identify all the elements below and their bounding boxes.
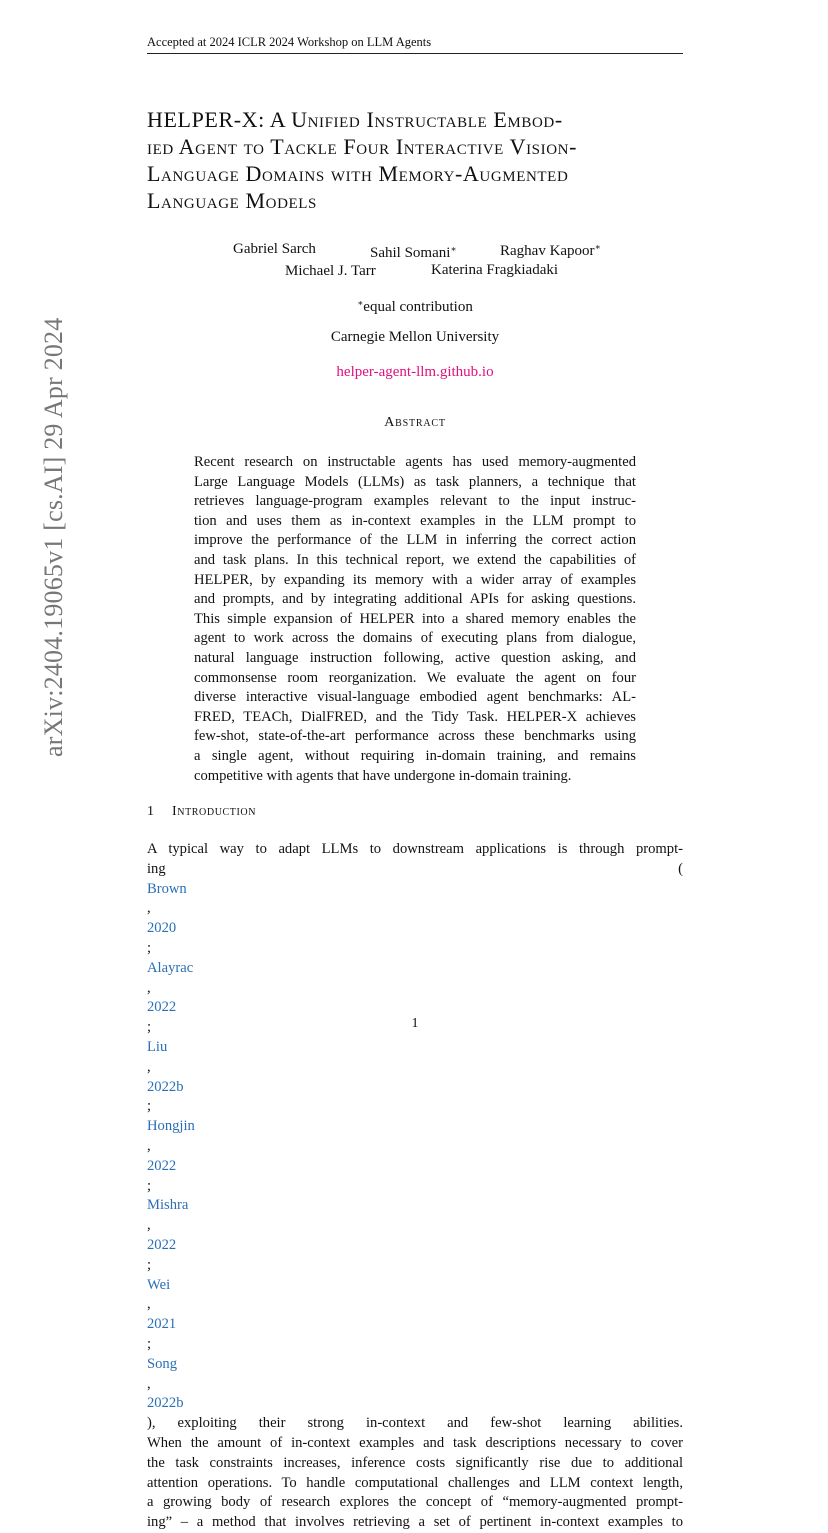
- abstract-line: few-shot, state-of-the-art performance across these benchmarks using: [194, 728, 636, 745]
- text-fragment: ,: [147, 979, 151, 996]
- abstract-line: improve the performance of the LLM in inferring the correct action: [194, 532, 636, 549]
- intro-line: the task constraints increases, inference costs significantly rise due to additional: [147, 1454, 683, 1471]
- intro-line-citations: [147, 860, 683, 1315]
- intro-line-citations: [147, 1315, 683, 1434]
- text-fragment: ;: [147, 1335, 152, 1352]
- citation-link[interactable]: 2020: [147, 920, 177, 937]
- abstract-line: and task plans. In this technical report, we extend the capabilities of: [194, 551, 636, 568]
- abstract-line: natural language instruction following, active question asking, and: [194, 649, 636, 666]
- abstract-heading: Abstract: [384, 415, 446, 430]
- abstract-line: This simple expansion of HELPER into a shared memory enables the: [194, 610, 636, 627]
- title-line: HELPER-X: A Unified Instructable Embod-: [147, 107, 563, 132]
- citation-link[interactable]: 2022: [147, 1236, 177, 1253]
- abstract-line: HELPER, by expanding its memory with a wider array of examples: [194, 571, 636, 588]
- abstract-line: a single agent, without requiring in-domain training, and remains: [194, 747, 636, 764]
- author-name: Michael J. Tarr: [285, 263, 376, 279]
- text-fragment: ;: [147, 1098, 152, 1115]
- citation-link[interactable]: Wei: [147, 1276, 171, 1293]
- intro-line: a growing body of research explores the concept of “memory-augmented prompt-: [147, 1494, 683, 1511]
- equal-contribution-mark: ∗: [450, 244, 457, 254]
- text-fragment: ,: [147, 1137, 151, 1154]
- citation-link[interactable]: Alayrac: [147, 959, 194, 976]
- abstract-line: competitive with agents that have undergone in-domain training.: [194, 767, 572, 784]
- citation-link[interactable]: 2022: [147, 1157, 177, 1174]
- author-name: Gabriel Sarch: [233, 241, 316, 257]
- equal-contribution-text: equal contribution: [363, 299, 473, 315]
- text-fragment: ;: [147, 1177, 152, 1194]
- citation-link[interactable]: Mishra: [147, 1197, 189, 1214]
- section-title: Introduction: [172, 804, 257, 819]
- citation-link[interactable]: 2022b: [147, 1395, 184, 1412]
- intro-line: ing” – a method that involves retrieving a set of pertinent in-context examples to: [147, 1514, 683, 1531]
- citation-link[interactable]: 2021: [147, 1316, 177, 1333]
- abstract-line: and prompts, and by integrating additional APIs for asking questions.: [194, 591, 636, 608]
- text-fragment: ;: [147, 939, 152, 956]
- abstract-line: agent to work across the domains of executing plans from dialogue,: [194, 630, 636, 647]
- author-sahil-somani: [370, 240, 457, 262]
- author-raghav-kapoor: [500, 238, 601, 260]
- abstract-line: tion and uses them as in-context examples in the LLM prompt to: [194, 512, 636, 529]
- author-michael-tarr: [285, 262, 376, 280]
- text-fragment: ing (: [147, 860, 683, 877]
- author-name: Katerina Fragkiadaki: [431, 262, 559, 278]
- arxiv-identifier-stamp[interactable]: arXiv:2404.19065v1 [cs.AI] 29 Apr 2024: [39, 317, 68, 757]
- abstract-line: retrieves language-program examples relevant to the input instruc-: [194, 493, 636, 510]
- title-line: Language Domains with Memory-Augmented: [147, 161, 569, 186]
- introduction-body: [147, 840, 683, 1533]
- paper-title: [147, 106, 692, 214]
- title-line: Language Models: [147, 188, 317, 213]
- text-fragment: ), exploiting their strong in-context and few-shot learning abilities.: [147, 1415, 683, 1432]
- page-number: 1: [411, 1016, 419, 1031]
- section-number: 1: [147, 804, 155, 819]
- citation-link[interactable]: Song: [147, 1355, 178, 1372]
- author-gabriel-sarch: [233, 240, 316, 258]
- abstract-line: Recent research on instructable agents has used memory-augmented: [194, 454, 636, 470]
- citation-link[interactable]: Liu: [147, 1038, 168, 1055]
- project-website: [147, 363, 683, 381]
- author-name: Sahil Somani: [370, 245, 451, 261]
- text-fragment: ,: [147, 1296, 151, 1313]
- text-fragment: ,: [147, 1217, 151, 1234]
- intro-line: attention operations. To handle computational challenges and LLM context length,: [147, 1474, 683, 1491]
- abstract-line: FRED, TEACh, DialFRED, and the Tidy Task. HELPER-X achieves: [194, 708, 636, 725]
- citation-link[interactable]: Hongjin: [147, 1118, 195, 1135]
- affiliation: Carnegie Mellon University: [330, 329, 500, 345]
- intro-line: A typical way to adapt LLMs to downstream applications is through prompt-: [147, 841, 683, 857]
- abstract-line: diverse interactive visual-language embodied agent benchmarks: AL-: [194, 689, 636, 706]
- text-fragment: ;: [147, 1256, 152, 1273]
- running-header: Accepted at 2024 ICLR 2024 Workshop on LLM Agents: [147, 34, 683, 54]
- section-heading-introduction: [147, 804, 256, 820]
- equal-contribution-note: [147, 294, 683, 316]
- abstract-line: commonsense room reorganization. We evaluate the agent on four: [194, 669, 636, 686]
- title-line: ied Agent to Tackle Four Interactive Vision-: [147, 134, 578, 159]
- abstract-line: Large Language Models (LLMs) as task planners, a technique that: [194, 473, 636, 490]
- abstract-body: [194, 453, 636, 786]
- project-website-link[interactable]: helper-agent-llm.github.io: [336, 364, 494, 380]
- intro-line: When the amount of in-context examples and task descriptions necessary to cover: [147, 1434, 683, 1451]
- citation-link[interactable]: 2022: [147, 999, 177, 1016]
- equal-contribution-mark: ∗: [357, 298, 364, 308]
- text-fragment: ,: [147, 1375, 151, 1392]
- author-katerina-fragkiadaki: [431, 261, 558, 279]
- author-name: Raghav Kapoor: [500, 243, 595, 259]
- text-fragment: ,: [147, 900, 151, 917]
- citation-link[interactable]: 2022b: [147, 1078, 184, 1095]
- text-fragment: ;: [147, 1019, 152, 1036]
- text-fragment: ,: [147, 1058, 151, 1075]
- equal-contribution-mark: ∗: [594, 242, 601, 252]
- citation-link[interactable]: Brown: [147, 880, 187, 897]
